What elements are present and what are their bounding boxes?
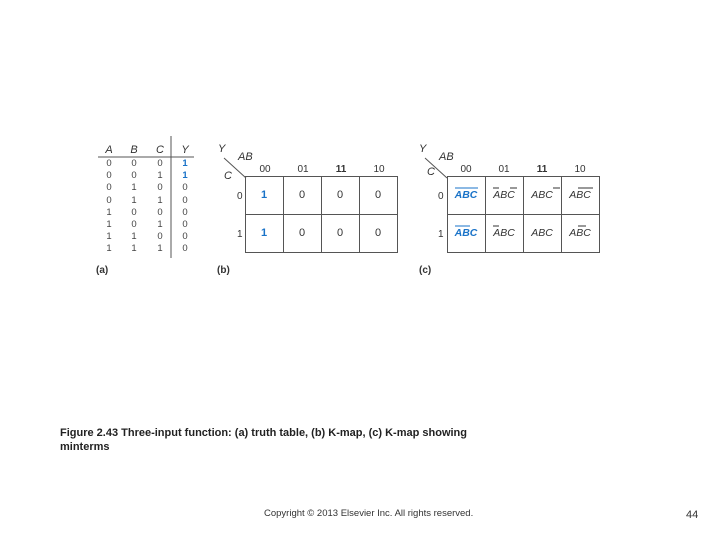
tt-cell: 1 [157,243,163,255]
kmap-b-grid [245,176,401,256]
kmap-c-minterm: ABC [569,189,591,201]
tt-cell: 0 [182,182,188,194]
kmap-b-cell: 0 [336,189,344,201]
tt-cell: 0 [157,158,163,169]
tt-cell: 1 [131,243,137,255]
tt-cell: 1 [131,182,137,194]
kmap-b-row-var: C [224,170,232,182]
kmap-b-col-var: AB [238,151,253,163]
kmap-b-col-11: 11 [335,164,347,175]
kmap-c-col-00: 00 [460,164,472,175]
kmap-b-output-label: Y [218,143,226,155]
tt-cell: 0 [182,219,188,230]
tt-cell: 1 [106,243,112,255]
kmap-c-row-0: 0 [438,191,444,202]
kmap-b-row-0: 0 [237,191,243,202]
tt-cell: 0 [106,194,112,206]
kmap-b-cell: 0 [336,227,344,239]
tt-cell: 1 [106,219,112,230]
tt-header-c: C [156,144,164,156]
kmap-b-row-1: 1 [237,229,243,240]
tt-cell: 1 [106,206,112,218]
kmap-c-col-10: 10 [574,164,586,175]
tt-cell: 0 [182,231,188,243]
tt-cell: 0 [131,170,137,182]
kmap-b-col-10: 10 [373,164,385,175]
tt-cell: 0 [182,194,188,206]
kmap-c-minterm: ABC [531,189,553,201]
kmap-c-col-11: 11 [536,164,548,175]
part-label-a: (a) [96,265,109,276]
tt-cell: 1 [182,170,188,182]
kmap-c-col-01: 01 [498,164,510,175]
kmap-c-col-var: AB [439,151,454,163]
kmap-b-cell: 0 [298,189,306,201]
kmap-b-cell: 0 [374,227,382,239]
kmap-b-cell: 0 [298,227,306,239]
tt-cell: 1 [131,231,137,243]
kmap-b-cell: 1 [260,227,268,239]
figure-caption: Figure 2.43 Three-input function: (a) truth table, (b) K-map, (c) K-map showing minterms [60,427,467,453]
copyright-notice: Copyright © 2013 Elsevier Inc. All rights reserved. [264,508,474,519]
kmap-b-cell: 0 [374,189,382,201]
tt-cell: 1 [106,231,112,243]
tt-cell: 0 [131,206,137,218]
tt-cell: 1 [182,158,188,169]
part-label-c: (c) [419,265,432,276]
tt-cell: 0 [131,158,137,169]
tt-cell: 1 [131,194,137,206]
kmap-c-minterm: ABC [454,227,478,239]
kmap-b-col-00: 00 [259,164,271,175]
tt-header-y: Y [181,144,189,156]
tt-cell: 0 [182,243,188,255]
tt-cell: 0 [157,182,163,194]
kmap-c-minterm: ABC [493,227,515,239]
kmap-c-row-var: C [427,166,435,178]
page-number: 44 [686,509,699,521]
tt-header-b: B [130,144,138,156]
kmap-b-cell: 1 [260,189,268,201]
part-label-b: (b) [217,265,230,276]
tt-cell: 0 [157,231,163,243]
kmap-c-output-label: Y [419,143,427,155]
tt-cell: 1 [157,194,163,206]
tt-cell: 0 [157,206,163,218]
tt-cell: 1 [157,219,163,230]
kmap-b-col-01: 01 [297,164,309,175]
tt-cell: 0 [106,158,112,169]
kmap-c-minterm: ABC [569,227,591,239]
kmap-c-minterm: ABC [454,189,478,201]
tt-cell: 0 [182,206,188,218]
tt-header-a: A [105,144,113,156]
kmap-c-minterm: ABC [531,227,553,239]
kmap-c-overbars [447,176,603,256]
tt-cell: 0 [131,219,137,230]
kmap-c-row-1: 1 [438,229,444,240]
kmap-c-minterm: ABC [493,189,515,201]
tt-cell: 0 [106,170,112,182]
tt-cell: 1 [157,170,163,182]
tt-cell: 0 [106,182,112,194]
